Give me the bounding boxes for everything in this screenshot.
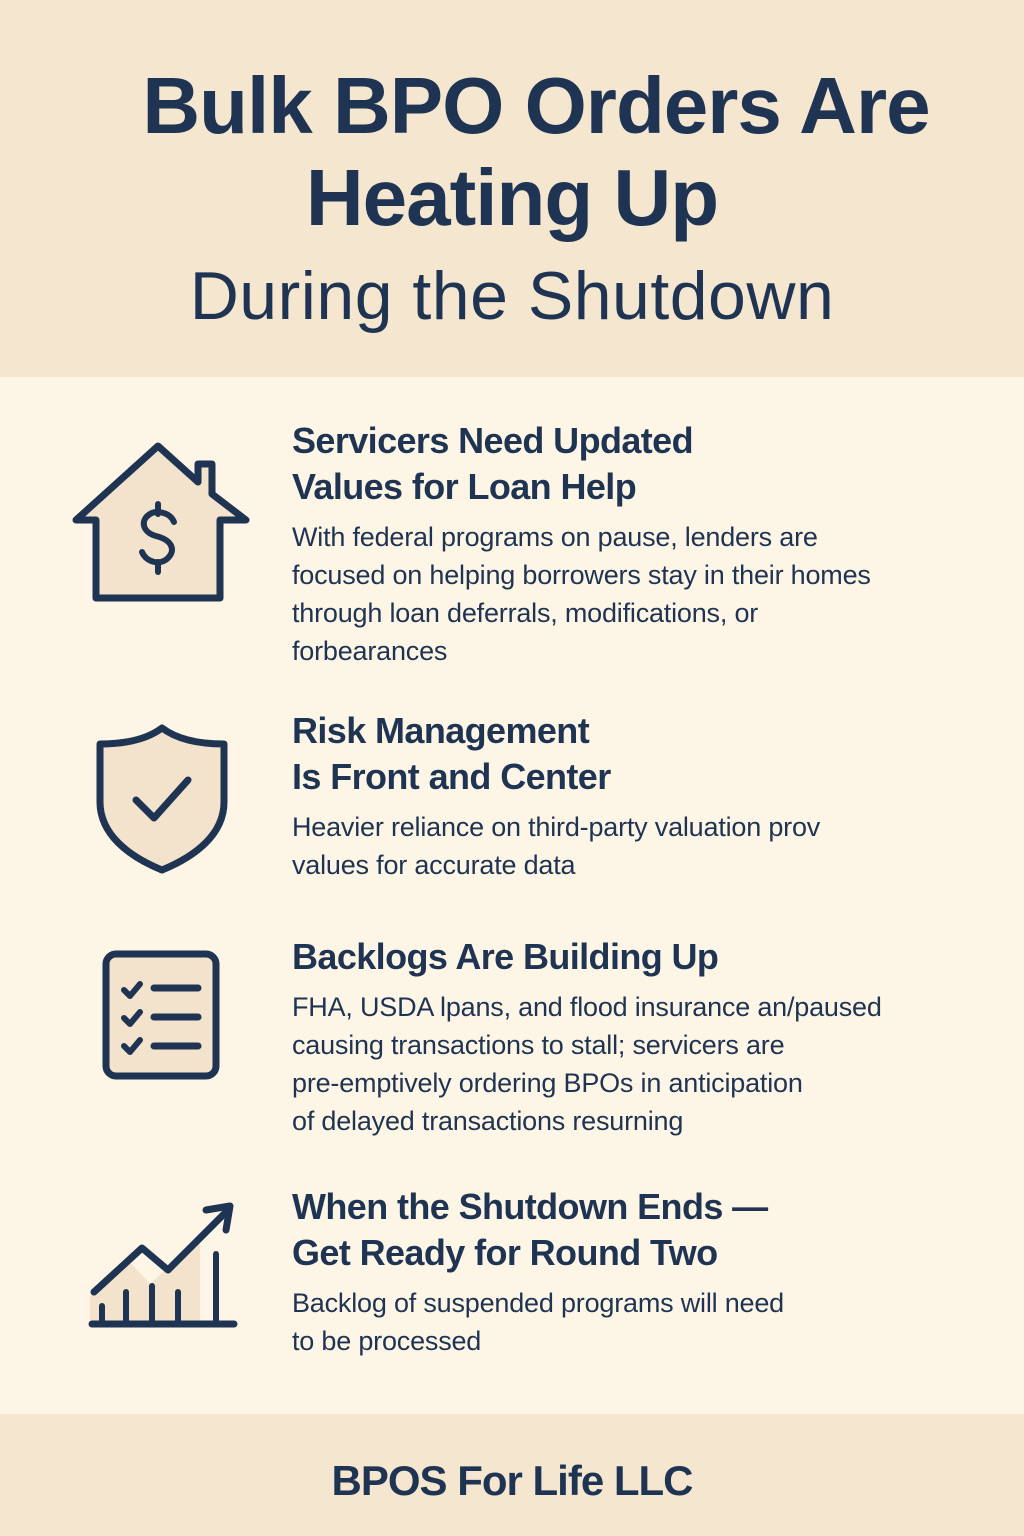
body-line: through loan deferrals, modifications, or xyxy=(292,598,759,628)
trending-up-chart-icon xyxy=(88,1198,238,1328)
body-line: of delayed transactions resurning xyxy=(292,1106,684,1136)
section-heading xyxy=(292,708,972,800)
heading-line-1: Servicers Need Updated xyxy=(292,420,693,461)
body-line: forbearances xyxy=(292,636,448,666)
section-heading xyxy=(292,418,972,510)
heading-line-2: Get Ready for Round Two xyxy=(292,1232,718,1273)
section-body xyxy=(292,988,972,1140)
company-name: BPOS For Life LLC xyxy=(331,1457,693,1504)
footer-banner xyxy=(0,1414,1024,1536)
heading-line-1: Backlogs Are Building Up xyxy=(292,936,719,977)
header-banner xyxy=(0,0,1024,377)
body-line: to be processed xyxy=(292,1326,482,1356)
section-body xyxy=(292,1284,972,1360)
body-line: focused on helping borrowers stay in their homes xyxy=(292,560,871,590)
checklist-icon xyxy=(102,950,220,1080)
body-line: pre-emptively ordering BPOs in anticipation xyxy=(292,1068,803,1098)
section-body xyxy=(292,518,972,670)
section-heading xyxy=(292,1184,972,1276)
body-line: Heavier reliance on third-party valuation prov xyxy=(292,812,821,842)
section-body xyxy=(292,808,972,884)
heading-line-2: Values for Loan Help xyxy=(292,466,637,507)
body-line: Backlog of suspended programs will need xyxy=(292,1288,784,1318)
shield-check-icon xyxy=(94,722,230,874)
section-heading xyxy=(292,934,972,980)
heading-line-1: When the Shutdown Ends — xyxy=(292,1186,768,1227)
heading-line-1: Risk Management xyxy=(292,710,590,751)
subtitle: During the Shutdown xyxy=(189,258,835,334)
body-line: With federal programs on pause, lenders are xyxy=(292,522,818,552)
body-line: causing transactions to stall; servicers are xyxy=(292,1030,785,1060)
body-line: values for accurate data xyxy=(292,850,576,880)
title-line-2: Heating Up xyxy=(305,153,719,242)
house-dollar-icon xyxy=(70,440,252,606)
title-line-1: Bulk BPO Orders Are xyxy=(142,61,930,150)
body-line: FHA, USDA lpans, and flood insurance an/paused xyxy=(292,992,882,1022)
heading-line-2: Is Front and Center xyxy=(292,756,611,797)
